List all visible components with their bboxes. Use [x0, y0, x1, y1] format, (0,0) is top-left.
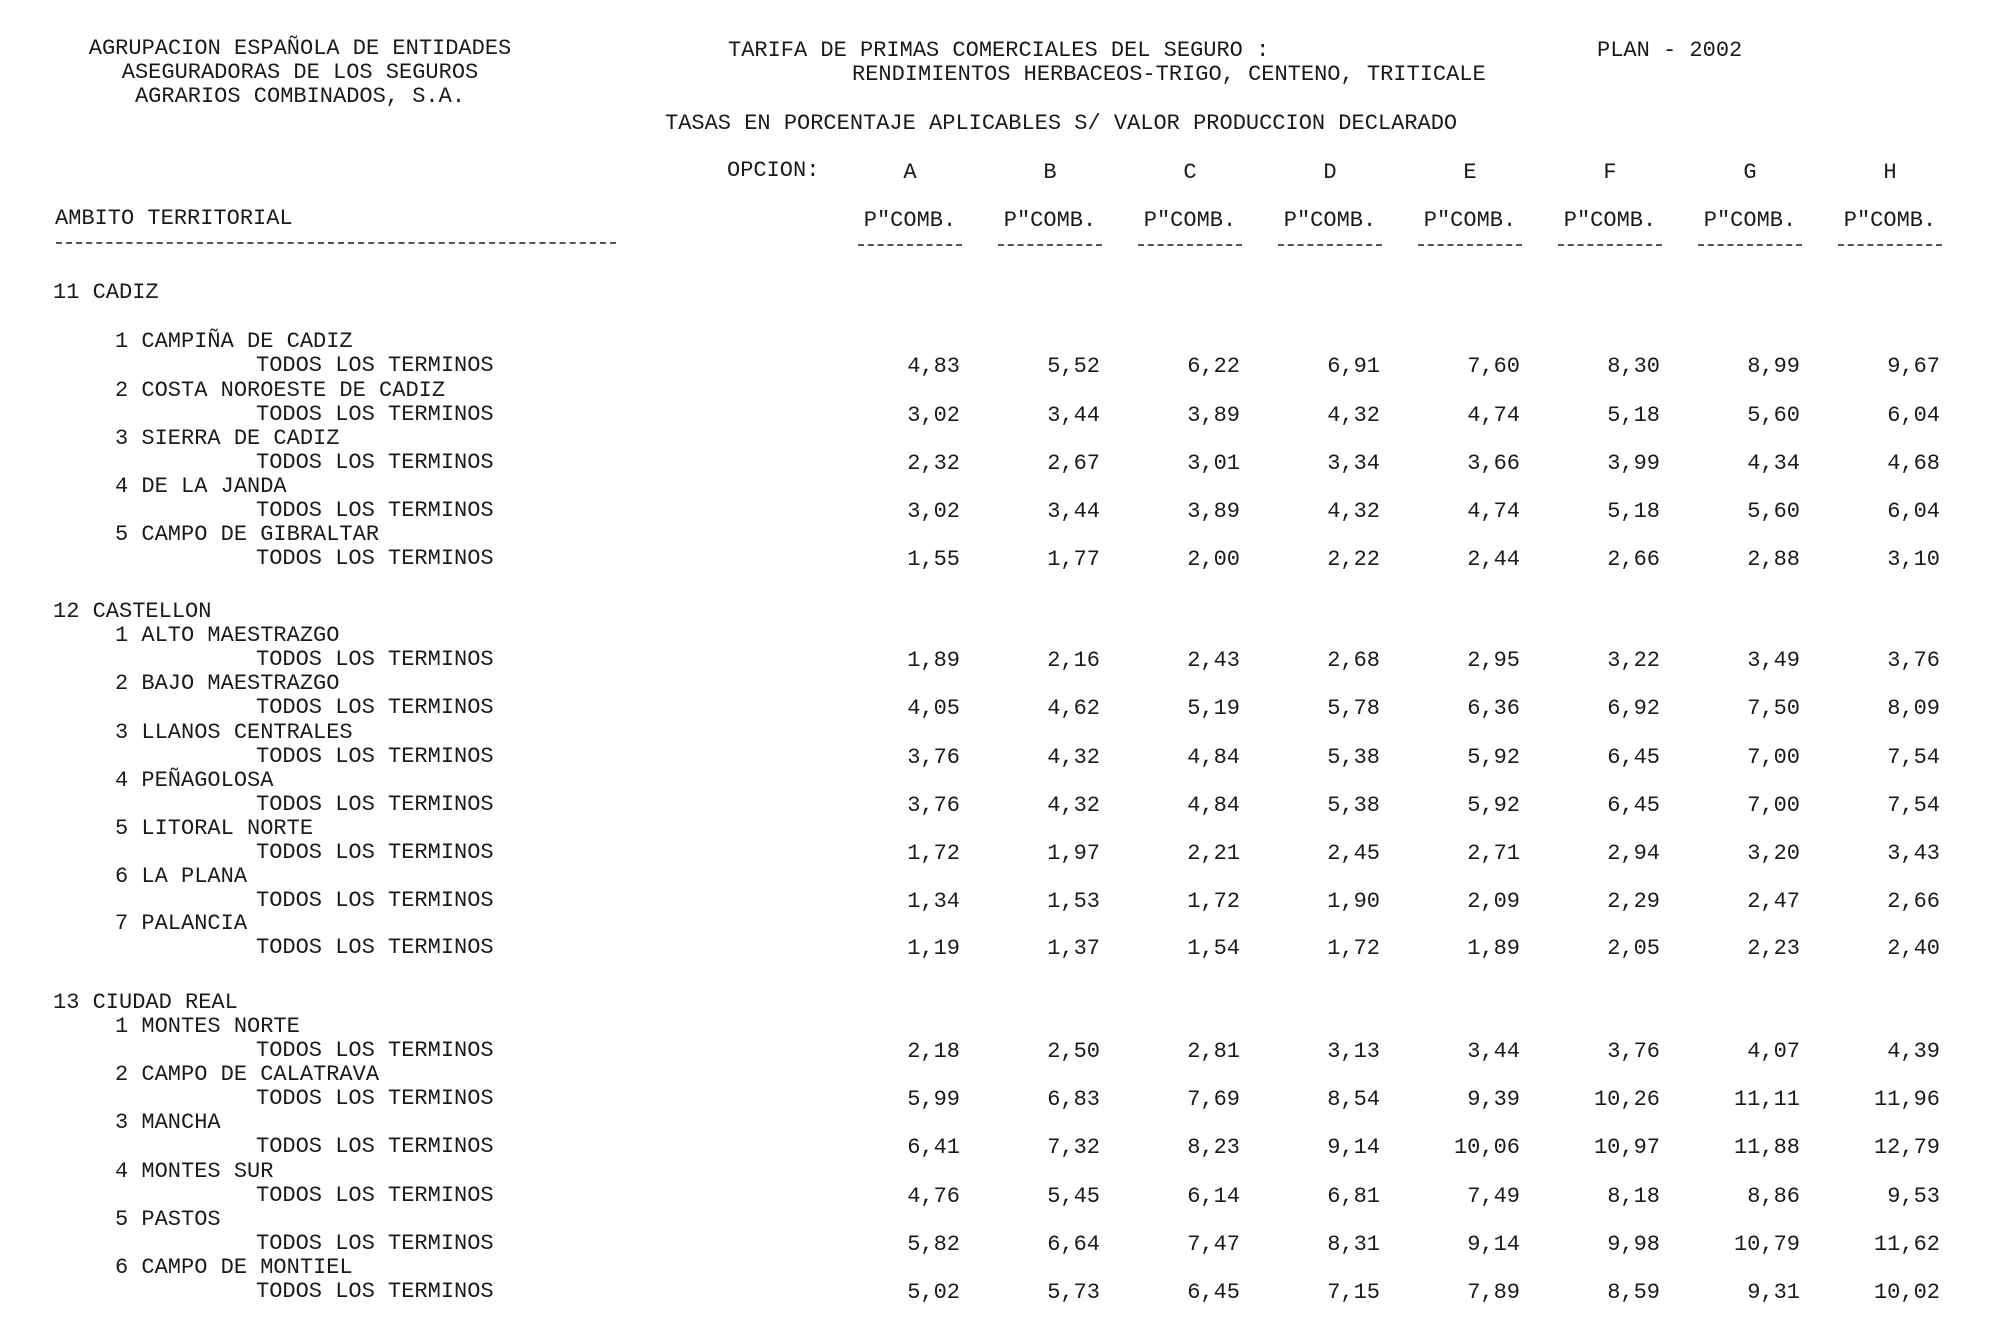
ambito-underline — [56, 242, 616, 244]
terms-label: TODOS LOS TERMINOS — [256, 1134, 494, 1159]
rate-cell-b: 2,67 — [1047, 451, 1100, 476]
terms-label: TODOS LOS TERMINOS — [256, 353, 494, 378]
rate-cell-h: 8,09 — [1887, 696, 1940, 721]
rate-cell-e: 2,71 — [1467, 841, 1520, 866]
rate-cell-d: 1,72 — [1327, 936, 1380, 961]
rate-cell-c: 1,54 — [1187, 936, 1240, 961]
rate-cell-b: 5,73 — [1047, 1280, 1100, 1305]
region-name: 3 MANCHA — [115, 1110, 221, 1135]
rate-cell-d: 4,32 — [1327, 499, 1380, 524]
rate-cell-c: 6,22 — [1187, 354, 1240, 379]
province-heading: 12 CASTELLON — [53, 599, 212, 624]
rate-cell-f: 3,22 — [1607, 648, 1660, 673]
rate-cell-g: 11,11 — [1733, 1087, 1800, 1112]
rate-cell-g: 10,79 — [1733, 1232, 1800, 1257]
pcomb-header-b: P"COMB. — [1003, 208, 1097, 233]
pcomb-underline-b — [998, 244, 1102, 246]
rate-cell-a: 1,55 — [907, 547, 960, 572]
rate-cell-h: 6,04 — [1887, 499, 1940, 524]
rate-cell-d: 8,54 — [1327, 1087, 1380, 1112]
rate-cell-e: 5,92 — [1467, 745, 1520, 770]
rate-cell-g: 7,50 — [1747, 696, 1800, 721]
rate-cell-d: 3,13 — [1327, 1039, 1380, 1064]
rate-cell-g: 7,00 — [1747, 745, 1800, 770]
rate-cell-f: 3,76 — [1607, 1039, 1660, 1064]
terms-label: TODOS LOS TERMINOS — [256, 498, 494, 523]
rate-cell-c: 8,23 — [1187, 1135, 1240, 1160]
rate-cell-a: 4,76 — [907, 1184, 960, 1209]
rate-cell-d: 5,78 — [1327, 696, 1380, 721]
rate-cell-h: 10,02 — [1873, 1280, 1940, 1305]
rate-cell-a: 3,76 — [907, 793, 960, 818]
pcomb-header-f: P"COMB. — [1563, 208, 1657, 233]
rate-cell-e: 5,92 — [1467, 793, 1520, 818]
rate-cell-f: 6,45 — [1607, 745, 1660, 770]
rate-cell-g: 2,23 — [1747, 936, 1800, 961]
pcomb-header-h: P"COMB. — [1843, 208, 1937, 233]
rate-cell-f: 5,18 — [1607, 403, 1660, 428]
pcomb-underline-f — [1558, 244, 1662, 246]
rate-cell-d: 9,14 — [1327, 1135, 1380, 1160]
rate-cell-g: 3,20 — [1747, 841, 1800, 866]
rate-cell-h: 9,67 — [1887, 354, 1940, 379]
rate-cell-g: 5,60 — [1747, 403, 1800, 428]
option-letter-e: E — [1463, 160, 1477, 185]
rate-cell-h: 3,10 — [1887, 547, 1940, 572]
rate-cell-c: 2,00 — [1187, 547, 1240, 572]
rate-cell-c: 6,14 — [1187, 1184, 1240, 1209]
rate-cell-a: 6,41 — [907, 1135, 960, 1160]
rate-cell-a: 5,82 — [907, 1232, 960, 1257]
rate-cell-b: 1,97 — [1047, 841, 1100, 866]
rate-cell-e: 7,89 — [1467, 1280, 1520, 1305]
rate-cell-c: 3,89 — [1187, 499, 1240, 524]
rate-cell-c: 3,89 — [1187, 403, 1240, 428]
rate-cell-f: 10,97 — [1593, 1135, 1660, 1160]
rate-cell-a: 4,83 — [907, 354, 960, 379]
rate-cell-f: 9,98 — [1607, 1232, 1660, 1257]
rate-cell-c: 6,45 — [1187, 1280, 1240, 1305]
rate-cell-d: 2,45 — [1327, 841, 1380, 866]
rate-cell-f: 6,92 — [1607, 696, 1660, 721]
region-name: 2 CAMPO DE CALATRAVA — [115, 1062, 380, 1087]
rate-cell-a: 2,18 — [907, 1039, 960, 1064]
region-name: 4 PEÑAGOLOSA — [115, 768, 274, 793]
opcion-label: OPCION: — [727, 158, 820, 183]
rate-cell-e: 2,44 — [1467, 547, 1520, 572]
rate-cell-h: 4,68 — [1887, 451, 1940, 476]
terms-label: TODOS LOS TERMINOS — [256, 888, 494, 913]
rate-cell-f: 3,99 — [1607, 451, 1660, 476]
rate-cell-a: 1,19 — [907, 936, 960, 961]
region-name: 3 SIERRA DE CADIZ — [115, 426, 340, 451]
region-name: 5 LITORAL NORTE — [115, 816, 314, 841]
rate-cell-g: 4,34 — [1747, 451, 1800, 476]
option-letter-f: F — [1603, 160, 1617, 185]
terms-label: TODOS LOS TERMINOS — [256, 792, 494, 817]
rate-cell-a: 1,34 — [907, 889, 960, 914]
rate-cell-g: 3,49 — [1747, 648, 1800, 673]
plan-label: PLAN - 2002 — [1597, 38, 1743, 63]
rate-cell-b: 4,32 — [1047, 745, 1100, 770]
rate-cell-a: 3,02 — [907, 403, 960, 428]
org-name-line3: AGRARIOS COMBINADOS, S.A. — [134, 84, 466, 109]
org-name-line1: AGRUPACION ESPAÑOLA DE ENTIDADES — [88, 36, 512, 61]
rate-cell-b: 6,83 — [1047, 1087, 1100, 1112]
region-name: 6 CAMPO DE MONTIEL — [115, 1255, 353, 1280]
rate-cell-f: 6,45 — [1607, 793, 1660, 818]
region-name: 6 LA PLANA — [115, 864, 248, 889]
rate-cell-e: 1,89 — [1467, 936, 1520, 961]
rate-cell-c: 3,01 — [1187, 451, 1240, 476]
option-letter-c: C — [1183, 160, 1197, 185]
rate-cell-a: 5,99 — [907, 1087, 960, 1112]
rate-cell-h: 6,04 — [1887, 403, 1940, 428]
rate-cell-c: 7,47 — [1187, 1232, 1240, 1257]
rate-cell-h: 2,40 — [1887, 936, 1940, 961]
rate-cell-f: 8,59 — [1607, 1280, 1660, 1305]
rate-cell-g: 5,60 — [1747, 499, 1800, 524]
terms-label: TODOS LOS TERMINOS — [256, 1183, 494, 1208]
rate-cell-d: 6,81 — [1327, 1184, 1380, 1209]
rate-cell-b: 3,44 — [1047, 499, 1100, 524]
terms-label: TODOS LOS TERMINOS — [256, 647, 494, 672]
rates-subtitle: TASAS EN PORCENTAJE APLICABLES S/ VALOR PRODUCCION DECLARADO — [665, 111, 1458, 136]
rate-cell-d: 4,32 — [1327, 403, 1380, 428]
region-name: 1 ALTO MAESTRAZGO — [115, 623, 340, 648]
rate-cell-h: 2,66 — [1887, 889, 1940, 914]
region-name: 5 CAMPO DE GIBRALTAR — [115, 522, 380, 547]
rate-cell-a: 4,05 — [907, 696, 960, 721]
rate-cell-h: 3,43 — [1887, 841, 1940, 866]
rate-cell-e: 2,95 — [1467, 648, 1520, 673]
rate-cell-b: 5,52 — [1047, 354, 1100, 379]
rate-cell-b: 1,53 — [1047, 889, 1100, 914]
org-name-line2: ASEGURADORAS DE LOS SEGUROS — [121, 60, 479, 85]
rate-cell-e: 6,36 — [1467, 696, 1520, 721]
rate-cell-b: 1,77 — [1047, 547, 1100, 572]
rate-cell-e: 7,60 — [1467, 354, 1520, 379]
terms-label: TODOS LOS TERMINOS — [256, 1038, 494, 1063]
rate-cell-c: 4,84 — [1187, 745, 1240, 770]
rate-cell-b: 4,62 — [1047, 696, 1100, 721]
ambito-territorial-label: AMBITO TERRITORIAL — [55, 206, 293, 231]
rate-cell-e: 2,09 — [1467, 889, 1520, 914]
rate-cell-d: 5,38 — [1327, 745, 1380, 770]
pcomb-underline-d — [1278, 244, 1382, 246]
pcomb-header-d: P"COMB. — [1283, 208, 1377, 233]
rate-cell-g: 11,88 — [1733, 1135, 1800, 1160]
rate-cell-c: 5,19 — [1187, 696, 1240, 721]
region-name: 3 LLANOS CENTRALES — [115, 720, 353, 745]
pcomb-header-e: P"COMB. — [1423, 208, 1517, 233]
rate-cell-b: 3,44 — [1047, 403, 1100, 428]
rate-cell-d: 8,31 — [1327, 1232, 1380, 1257]
region-name: 1 MONTES NORTE — [115, 1014, 300, 1039]
rate-cell-c: 4,84 — [1187, 793, 1240, 818]
option-letter-a: A — [903, 160, 917, 185]
rate-cell-h: 4,39 — [1887, 1039, 1940, 1064]
terms-label: TODOS LOS TERMINOS — [256, 1086, 494, 1111]
rate-cell-b: 2,50 — [1047, 1039, 1100, 1064]
rate-cell-c: 7,69 — [1187, 1087, 1240, 1112]
pcomb-underline-c — [1138, 244, 1242, 246]
rate-cell-g: 8,99 — [1747, 354, 1800, 379]
rate-cell-g: 7,00 — [1747, 793, 1800, 818]
rate-cell-c: 2,21 — [1187, 841, 1240, 866]
rate-cell-b: 5,45 — [1047, 1184, 1100, 1209]
rate-cell-f: 2,29 — [1607, 889, 1660, 914]
rate-cell-a: 3,76 — [907, 745, 960, 770]
pcomb-header-g: P"COMB. — [1703, 208, 1797, 233]
terms-label: TODOS LOS TERMINOS — [256, 402, 494, 427]
rate-cell-h: 7,54 — [1887, 793, 1940, 818]
rate-cell-e: 10,06 — [1453, 1135, 1520, 1160]
region-name: 1 CAMPIÑA DE CADIZ — [115, 329, 353, 354]
terms-label: TODOS LOS TERMINOS — [256, 1231, 494, 1256]
region-name: 7 PALANCIA — [115, 911, 248, 936]
rate-cell-g: 9,31 — [1747, 1280, 1800, 1305]
terms-label: TODOS LOS TERMINOS — [256, 1279, 494, 1304]
rate-cell-e: 3,66 — [1467, 451, 1520, 476]
rate-cell-d: 1,90 — [1327, 889, 1380, 914]
region-name: 5 PASTOS — [115, 1207, 221, 1232]
rate-cell-e: 3,44 — [1467, 1039, 1520, 1064]
rate-cell-f: 2,94 — [1607, 841, 1660, 866]
pcomb-underline-a — [858, 244, 962, 246]
terms-label: TODOS LOS TERMINOS — [256, 935, 494, 960]
rate-cell-a: 5,02 — [907, 1280, 960, 1305]
rate-cell-g: 2,88 — [1747, 547, 1800, 572]
rate-cell-f: 10,26 — [1593, 1087, 1660, 1112]
rate-cell-b: 6,64 — [1047, 1232, 1100, 1257]
province-heading: 11 CADIZ — [53, 280, 159, 305]
pcomb-underline-e — [1418, 244, 1522, 246]
rate-cell-e: 4,74 — [1467, 499, 1520, 524]
pcomb-underline-h — [1838, 244, 1942, 246]
rate-cell-c: 1,72 — [1187, 889, 1240, 914]
region-name: 2 BAJO MAESTRAZGO — [115, 671, 340, 696]
tariff-title-line2: RENDIMIENTOS HERBACEOS-TRIGO, CENTENO, TRITICALE — [852, 62, 1486, 87]
terms-label: TODOS LOS TERMINOS — [256, 744, 494, 769]
rate-cell-b: 2,16 — [1047, 648, 1100, 673]
rate-cell-a: 1,72 — [907, 841, 960, 866]
rate-cell-g: 2,47 — [1747, 889, 1800, 914]
terms-label: TODOS LOS TERMINOS — [256, 546, 494, 571]
rate-cell-d: 2,68 — [1327, 648, 1380, 673]
rate-cell-a: 1,89 — [907, 648, 960, 673]
terms-label: TODOS LOS TERMINOS — [256, 695, 494, 720]
pcomb-header-c: P"COMB. — [1143, 208, 1237, 233]
rate-cell-e: 4,74 — [1467, 403, 1520, 428]
rate-cell-d: 3,34 — [1327, 451, 1380, 476]
rate-cell-f: 2,66 — [1607, 547, 1660, 572]
terms-label: TODOS LOS TERMINOS — [256, 840, 494, 865]
option-letter-g: G — [1743, 160, 1757, 185]
rate-cell-e: 9,14 — [1467, 1232, 1520, 1257]
rate-cell-h: 11,96 — [1873, 1087, 1940, 1112]
rate-cell-a: 3,02 — [907, 499, 960, 524]
rate-cell-f: 8,18 — [1607, 1184, 1660, 1209]
option-letter-b: B — [1043, 160, 1057, 185]
rate-cell-e: 9,39 — [1467, 1087, 1520, 1112]
rate-cell-h: 9,53 — [1887, 1184, 1940, 1209]
region-name: 4 DE LA JANDA — [115, 474, 287, 499]
terms-label: TODOS LOS TERMINOS — [256, 450, 494, 475]
rate-cell-b: 4,32 — [1047, 793, 1100, 818]
rate-cell-g: 8,86 — [1747, 1184, 1800, 1209]
rate-cell-d: 5,38 — [1327, 793, 1380, 818]
rate-cell-f: 5,18 — [1607, 499, 1660, 524]
rate-cell-g: 4,07 — [1747, 1039, 1800, 1064]
rate-cell-c: 2,81 — [1187, 1039, 1240, 1064]
tariff-title-line1: TARIFA DE PRIMAS COMERCIALES DEL SEGURO : — [728, 38, 1270, 63]
rate-cell-e: 7,49 — [1467, 1184, 1520, 1209]
rate-cell-h: 12,79 — [1873, 1135, 1940, 1160]
rate-cell-h: 7,54 — [1887, 745, 1940, 770]
rate-cell-f: 2,05 — [1607, 936, 1660, 961]
pcomb-header-a: P"COMB. — [863, 208, 957, 233]
rate-cell-f: 8,30 — [1607, 354, 1660, 379]
rate-cell-d: 7,15 — [1327, 1280, 1380, 1305]
rate-cell-b: 7,32 — [1047, 1135, 1100, 1160]
region-name: 2 COSTA NOROESTE DE CADIZ — [115, 378, 446, 403]
region-name: 4 MONTES SUR — [115, 1159, 274, 1184]
rate-cell-h: 11,62 — [1873, 1232, 1940, 1257]
rate-cell-d: 2,22 — [1327, 547, 1380, 572]
rate-cell-h: 3,76 — [1887, 648, 1940, 673]
rate-cell-d: 6,91 — [1327, 354, 1380, 379]
pcomb-underline-g — [1698, 244, 1802, 246]
option-letter-h: H — [1883, 160, 1897, 185]
rate-cell-b: 1,37 — [1047, 936, 1100, 961]
option-letter-d: D — [1323, 160, 1337, 185]
province-heading: 13 CIUDAD REAL — [53, 990, 238, 1015]
rate-cell-a: 2,32 — [907, 451, 960, 476]
rate-cell-c: 2,43 — [1187, 648, 1240, 673]
